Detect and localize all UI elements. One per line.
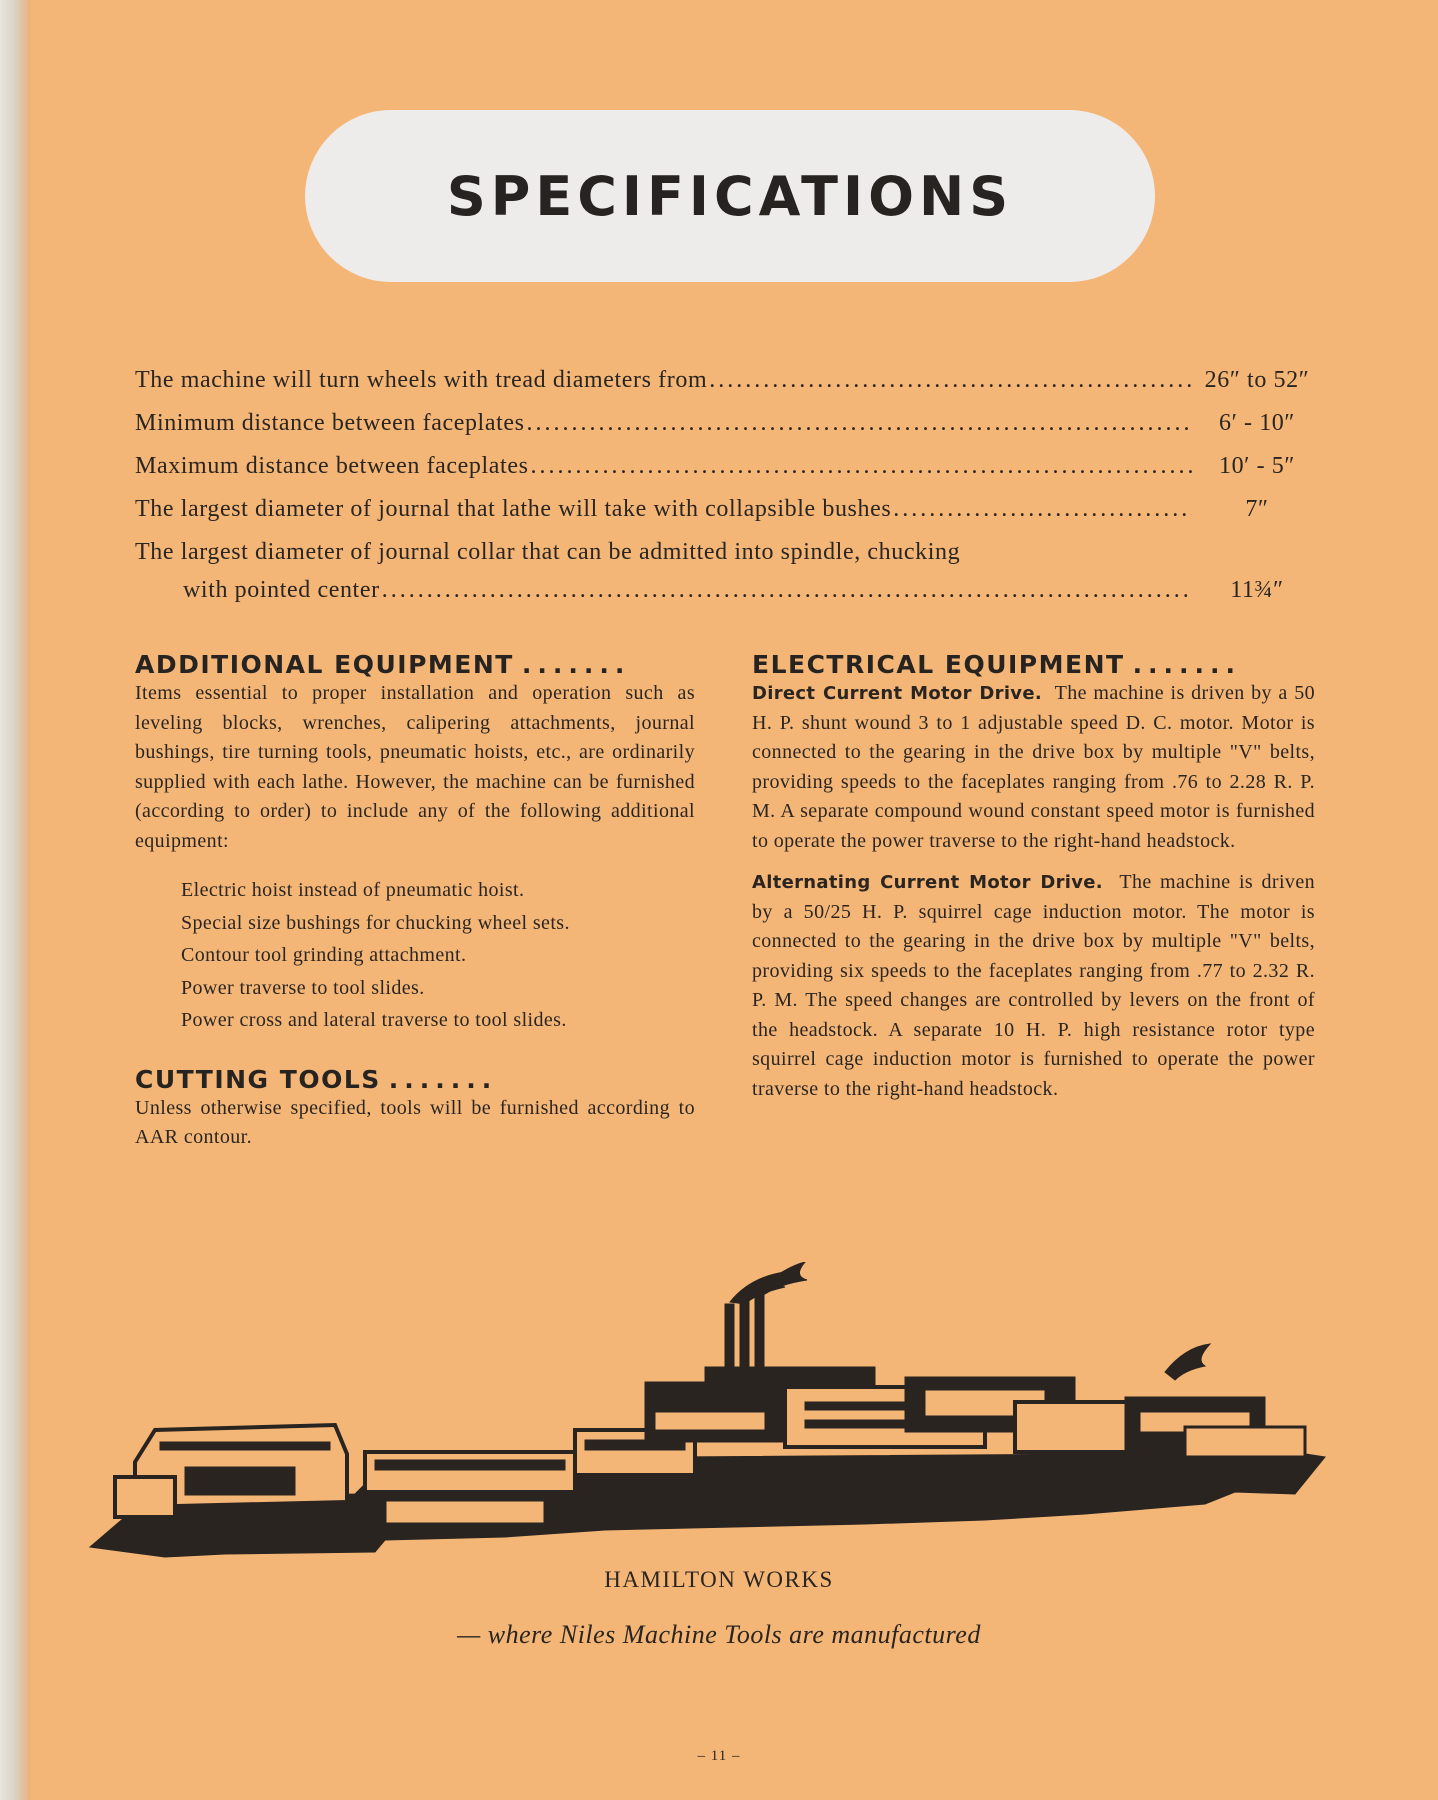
equipment-list bbox=[181, 874, 695, 1037]
heading-text: ADDITIONAL EQUIPMENT bbox=[135, 650, 514, 679]
additional-equipment-text: Items essential to proper installation and operation such as leveling blocks, wrenches, calipering attachments, journal bushings, tire turning tools, pneumatic hoists, etc., are ordinarily supplied with each lathe. However, the machine can be furnished (according to order) to include any of the following additional equipment: bbox=[135, 682, 695, 852]
spec-row-continued bbox=[135, 577, 1318, 620]
leader-dots bbox=[709, 367, 1192, 394]
spec-value: 10′ - 5″ bbox=[1218, 453, 1296, 479]
spec-row bbox=[135, 367, 1318, 410]
list-item: Contour tool grinding attachment. bbox=[181, 944, 467, 966]
spec-label: The largest diameter of journal that lathe will take with collapsible bushes bbox=[135, 496, 892, 522]
heading-dots: ....... bbox=[388, 1064, 498, 1094]
left-column bbox=[135, 650, 695, 1153]
right-column bbox=[752, 650, 1315, 1104]
spec-row bbox=[135, 496, 1318, 539]
spec-label: The machine will turn wheels with tread diameters from bbox=[135, 367, 708, 393]
spec-value: 7″ bbox=[1245, 496, 1269, 522]
heading-text: CUTTING TOOLS bbox=[135, 1064, 381, 1094]
list-item: Electric hoist instead of pneumatic hoist. bbox=[181, 879, 525, 901]
factory-illustration bbox=[85, 1262, 1355, 1562]
spec-value: 26″ to 52″ bbox=[1204, 367, 1310, 393]
section-heading-electrical bbox=[752, 650, 1315, 679]
ac-lead: Alternating Current Motor Drive. bbox=[752, 872, 1103, 893]
section-heading-additional bbox=[135, 650, 695, 679]
spec-row bbox=[135, 453, 1318, 496]
leader-dots bbox=[382, 577, 1192, 604]
works-name: HAMILTON WORKS bbox=[604, 1567, 834, 1592]
spec-value: 6′ - 10″ bbox=[1218, 410, 1296, 436]
leader-dots bbox=[531, 453, 1192, 480]
list-item: Power cross and lateral traverse to tool slides. bbox=[181, 1009, 567, 1031]
title-banner bbox=[305, 110, 1155, 282]
list-item: Special size bushings for chucking wheel sets. bbox=[181, 911, 570, 934]
dc-lead: Direct Current Motor Drive. bbox=[752, 683, 1042, 704]
dc-text: The machine is driven by a 50 H. P. shunt wound 3 to 1 adjustable speed D. C. motor. Motor is connected to the gearing in the drive box by multiple "V" belts, providing speeds to the faceplates ranging from .76 to 2.28 R. P. M. A separate compound wound constant speed motor is furnished to operate the power traverse to the right-hand headstock. bbox=[752, 682, 1316, 852]
leader-dots bbox=[527, 410, 1192, 437]
spec-row bbox=[135, 539, 1318, 577]
spec-value: 11¾″ bbox=[1230, 577, 1284, 603]
section-heading-cutting bbox=[135, 1065, 695, 1094]
page-title: SPECIFICATIONS bbox=[446, 164, 1014, 228]
spec-list bbox=[135, 367, 1318, 620]
heading-dots: ....... bbox=[521, 650, 631, 679]
spec-label: Maximum distance between faceplates bbox=[135, 453, 529, 479]
cutting-tools-section bbox=[135, 1065, 695, 1153]
page-number: – 11 – bbox=[697, 1748, 741, 1764]
ac-motor-paragraph bbox=[752, 868, 1315, 1104]
spec-label: Minimum distance between faceplates bbox=[135, 410, 525, 436]
heading-text: ELECTRICAL EQUIPMENT bbox=[752, 650, 1125, 679]
spec-label: The largest diameter of journal collar that can be admitted into spindle, chucking bbox=[135, 539, 961, 565]
dc-motor-paragraph bbox=[752, 679, 1315, 856]
works-tagline: — where Niles Machine Tools are manufactured bbox=[457, 1620, 981, 1649]
leader-dots bbox=[893, 496, 1192, 523]
spec-row bbox=[135, 410, 1318, 453]
heading-dots: ....... bbox=[1132, 650, 1242, 679]
page-edge bbox=[0, 0, 30, 1800]
ac-text: The machine is driven by a 50/25 H. P. squirrel cage induction motor. The motor is connected to the gearing in the drive box by multiple "V" belts, providing six speeds to the faceplates ranging from .77 to 2.32 R. P. M. The speed changes are controlled by levers on the front of the headstock. A separate 10 H. P. high resistance rotor type squirrel cage induction motor is furnished to operate the power traverse to the right-hand headstock. bbox=[752, 871, 1315, 1100]
spec-label-continued: with pointed center bbox=[183, 577, 380, 603]
cutting-tools-text: Unless otherwise specified, tools will be furnished according to AAR contour. bbox=[135, 1096, 695, 1148]
list-item: Power traverse to tool slides. bbox=[181, 976, 425, 999]
